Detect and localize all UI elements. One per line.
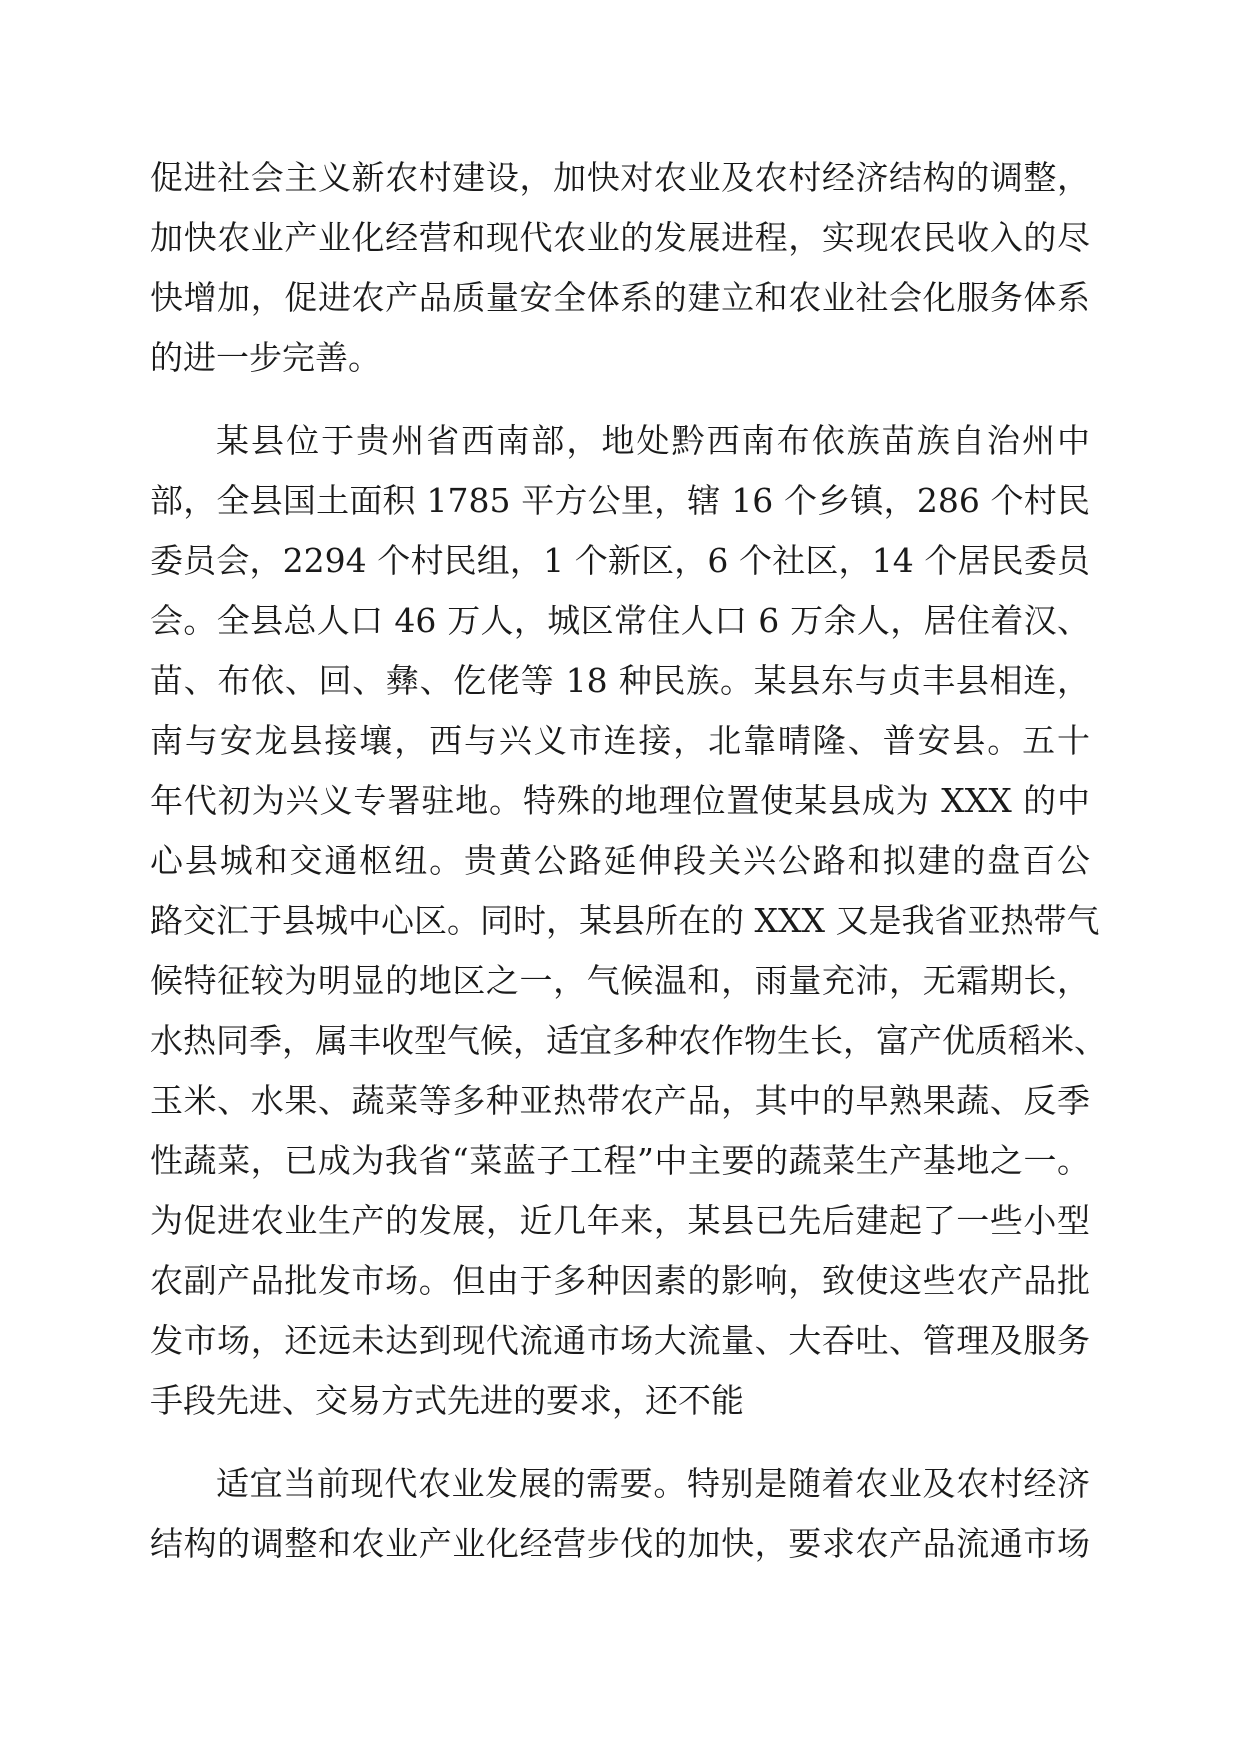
text-line: 会。全县总人口 46 万人，城区常住人口 6 万余人，居住着汉、 [150,601,1090,640]
text-line: 心县城和交通枢纽。贵黄公路延伸段关兴公路和拟建的盘百公 [150,841,1090,880]
text-line: 为促进农业生产的发展，近几年来，某县已先后建起了一些小型 [150,1201,1090,1240]
text-line: 路交汇于县城中心区。同时，某县所在的 XXX 又是我省亚热带气 [150,901,1100,940]
text-line: 性蔬菜，已成为我省“菜蓝子工程”中主要的蔬菜生产基地之一。 [150,1141,1090,1180]
text-line: 委员会，2294 个村民组，1 个新区，6 个社区，14 个居民委员 [150,541,1090,580]
text-line: 某县位于贵州省西南部，地处黔西南布依族苗族自治州中 [216,421,1090,460]
text-line: 手段先进、交易方式先进的要求，还不能 [150,1381,744,1420]
paragraph-3 [150,1454,1090,1574]
text-line: 发市场，还远未达到现代流通市场大流量、大吞吐、管理及服务 [150,1321,1090,1360]
text-line: 促进社会主义新农村建设，加快对农业及农村经济结构的调整， [150,158,1090,197]
text-line: 水热同季，属丰收型气候，适宜多种农作物生长，富产优质稻米、 [150,1021,1107,1060]
text-line: 候特征较为明显的地区之一，气候温和，雨量充沛，无霜期长， [150,961,1090,1000]
text-line: 快增加，促进农产品质量安全体系的建立和农业社会化服务体系 [150,278,1090,317]
document-body [150,148,1107,1574]
text-line: 加快农业产业化经营和现代农业的发展进程，实现农民收入的尽 [150,218,1090,257]
text-line: 适宜当前现代农业发展的需要。特别是随着农业及农村经济 [216,1464,1090,1503]
text-line: 农副产品批发市场。但由于多种因素的影响，致使这些农产品批 [150,1261,1090,1300]
paragraph-2 [150,411,1107,1431]
text-line: 年代初为兴义专署驻地。特殊的地理位置使某县成为 XXX 的中 [150,781,1090,820]
text-line: 苗、布依、回、彝、仡佬等 18 种民族。某县东与贞丰县相连， [150,661,1090,700]
text-line: 部，全县国土面积 1785 平方公里，辖 16 个乡镇，286 个村民 [150,481,1090,520]
text-line: 玉米、水果、蔬菜等多种亚热带农产品，其中的早熟果蔬、反季 [150,1081,1090,1120]
text-line: 结构的调整和农业产业化经营步伐的加快，要求农产品流通市场 [150,1524,1090,1563]
text-line: 南与安龙县接壤，西与兴义市连接，北靠晴隆、普安县。五十 [150,721,1090,760]
paragraph-1 [150,148,1090,388]
text-line: 的进一步完善。 [150,338,381,377]
